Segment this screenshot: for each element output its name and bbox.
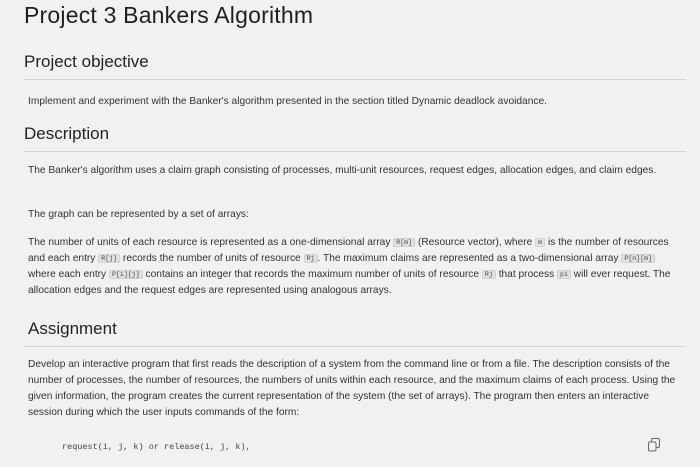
- description-heading: Description: [24, 124, 110, 143]
- assignment-text: Develop an interactive program that first reads the description of a system from the command line or from a file. The description consists of the number of processes, the number of resources, the numbers of units within each resource, and the maximum claims of each process. Using the given information, the program creates the current representation of the system (the set of arrays). The program then enters an interactive session during which the user inputs commands of the form:: [28, 359, 676, 418]
- copy-icon[interactable]: [648, 438, 660, 452]
- description-paragraph-3: The number of units of each resource is represented as a one-dimensional array R[m] (Resource vector), where m is the number of resources and each entry R[j] records the number of units of resource Rj . The maximum claims are represented as a two-dimensional array P[n][m] where each entry P[i][j] contains an integer that records the maximum number of units of resource Rj that process pi will ever request. The allocation edges and the request edges are represented using analogous arrays.: [28, 237, 671, 296]
- description-paragraph-2: The graph can be represented by a set of arrays:: [28, 209, 249, 220]
- divider: [24, 79, 686, 80]
- inline-code: m: [535, 238, 545, 247]
- objective-text: Implement and experiment with the Banker's algorithm presented in the section titled Dynamic deadlock avoidance.: [28, 96, 547, 107]
- description-paragraph-1: The Banker's algorithm uses a claim graph consisting of processes, multi-unit resources, request edges, allocation edges, and claim edges.: [28, 165, 657, 176]
- objective-heading: Project objective: [24, 52, 149, 71]
- inline-code: R[m]: [393, 238, 415, 247]
- divider: [24, 346, 686, 347]
- page-title: Project 3 Bankers Algorithm: [24, 2, 314, 28]
- assignment-heading: Assignment: [28, 319, 117, 338]
- inline-code: P[i][j]: [109, 270, 143, 279]
- inline-code: P[n][m]: [621, 254, 655, 263]
- divider: [24, 151, 686, 152]
- inline-code: R[j]: [98, 254, 120, 263]
- code-block: request(i, j, k) or release(i, j, k),: [62, 442, 251, 452]
- inline-code: pi: [557, 270, 571, 279]
- inline-code: Rj: [304, 254, 318, 263]
- inline-code: Rj: [482, 270, 496, 279]
